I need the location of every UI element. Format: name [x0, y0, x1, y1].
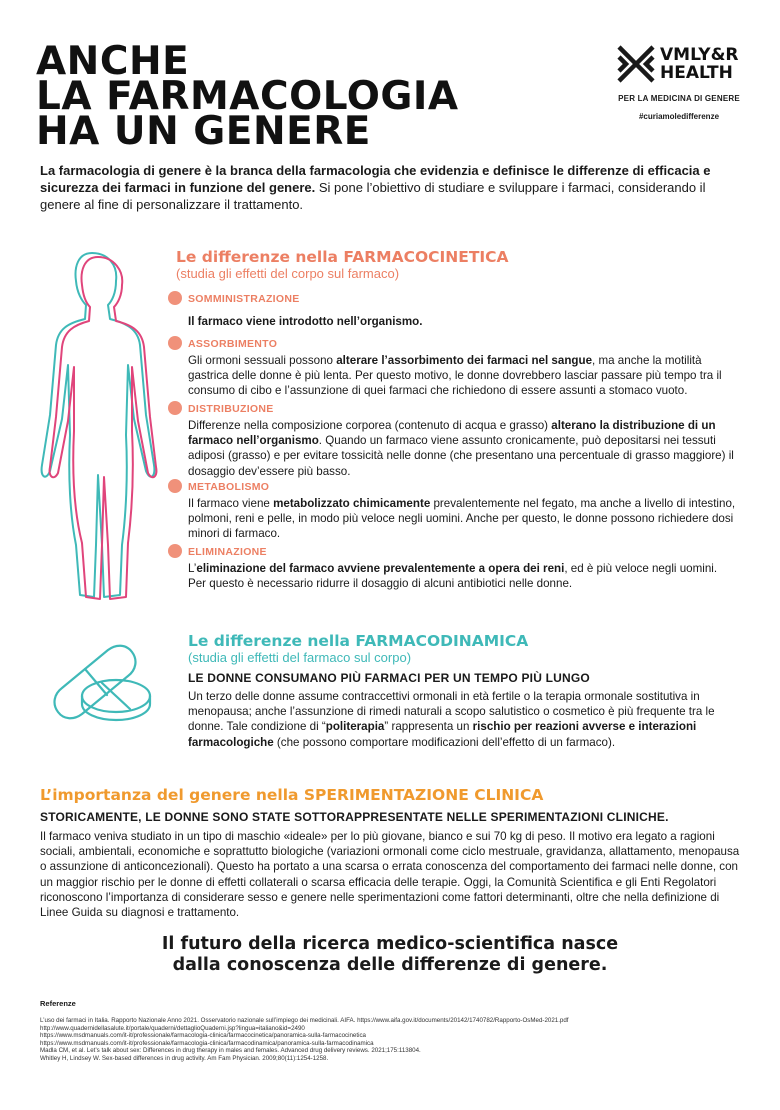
- bullet-dot-icon: [168, 544, 182, 558]
- item-heading: SOMMINISTRAZIONE: [188, 293, 300, 305]
- bullet-dot-icon: [168, 291, 182, 305]
- item-text: Differenze nella composizione corporea (contenuto di acqua e grasso) alterano la distribuzione di un farmaco nell’organismo. Quando un farmaco viene assunto cronicamente, può depositarsi nei tessuti adiposi (grasso) e per evitare tossicità nelle donne (che presentano una percentuale di grasso maggiore) il dosaggio dev’essere più basso.: [188, 419, 734, 478]
- logo-hashtag: #curiamoledifferenze: [638, 112, 720, 121]
- clinical-text: Il farmaco veniva studiato in un tipo di maschio «ideale» per lo più giovane, bianco e sui 70 kg di peso. Il motivo era legato a ragioni sociali, ambientali, economiche e soprattutto biologiche (variazioni ormonali come ciclo mestruale, gravidanza, allattamento, menopausa o assunzione di anticoncezionali). Questo ha portato a una scarsa o errata conoscenza del comportamento dei farmaci nelle donne, con un maggior rischio per le donne di effetti collaterali o scarsa efficacia delle terapie. Oggi, la Comunità Scientifica e gli Enti Regolatori riconoscono l’importanza di considerare sesso e genere nelle sperimentazioni come fattori determinanti, oltre che nella definizione di Linee Guida su diagnosi e trattamento.: [40, 830, 740, 920]
- closing-statement: Il futuro della ricerca medico-scientifica nasce dalla conoscenza delle differenze di genere.: [161, 934, 619, 975]
- item-text: Il farmaco viene metabolizzato chimicamente prevalentemente nel fegato, ma anche a livello di intestino, polmoni, reni e pelle, in modo più veloce negli uomini. Anche per questo, le donne possono richiedere dosi minori di farmaco.: [188, 497, 736, 541]
- pharmacokinetics-title: Le differenze nella FARMACOCINETICA: [176, 248, 509, 266]
- title-line: LA FARMACOLOGIA: [36, 74, 459, 119]
- clinical-heading: STORICAMENTE, LE DONNE SONO STATE SOTTORAPPRESENTATE NELLE SPERIMENTAZIONI CLINICHE.: [40, 810, 669, 824]
- references-list: [40, 1017, 740, 1063]
- pharmacodynamics-text: Un terzo delle donne assume contraccettivi ormonali in età fertile o la terapia ormonale sostitutiva in menopausa; anche l’assunzione di rimedi naturali a scopo salutistico o cosmetico è più frequente tra le donne. Tale condizione di “politerapia” rappresenta un rischio per reazioni avverse e interazioni farmacologiche (che possono comportare modificazioni dell’effetto di un farmaco).: [188, 690, 715, 749]
- item-heading: ASSORBIMENTO: [188, 338, 278, 350]
- logo-tagline: PER LA MEDICINA DI GENERE: [618, 94, 740, 103]
- item-heading: ELIMINAZIONE: [188, 546, 267, 558]
- page-title: [36, 39, 459, 154]
- bullet-dot-icon: [168, 336, 182, 350]
- reference-item: Whitley H, Lindsey W. Sex-based differences in drug activity. Am Fam Physician. 2009;80(11):1254-1258.: [40, 1054, 329, 1062]
- title-line: HA UN GENERE: [36, 109, 371, 154]
- pills-icon: [50, 632, 160, 732]
- intro-paragraph: La farmacologia di genere è la branca della farmacologia che evidenzia e definisce le differenze di efficacia e sicurezza dei farmaci in funzione del genere. Si pone l’obiettivo di studiare e sviluppare i farmaci, considerando il genere al fine di personalizzare il trattamento.: [40, 163, 711, 212]
- reference-item: http://www.quadernidellasalute.it/portale/quaderni/dettaglioQuaderni.jsp?lingua=italiano&id=2490: [40, 1024, 305, 1032]
- references-title: Referenze: [40, 999, 76, 1008]
- clinical-title: L’importanza del genere nella SPERIMENTAZIONE CLINICA: [40, 786, 544, 804]
- bullet-dot-icon: [168, 479, 182, 493]
- item-text: Gli ormoni sessuali possono alterare l’assorbimento dei farmaci nel sangue, ma anche la motilità gastrica delle donne è più lenta. Per questo motivo, le donne dovrebbero lasciar passare più tempo tra il consumo di cibo e l’assunzione di quei farmaci che richiedono di essere assunti a stomaco vuoto.: [188, 354, 722, 398]
- title-line: ANCHE: [36, 39, 190, 84]
- bullet-dot-icon: [168, 401, 182, 415]
- item-text: L’eliminazione del farmaco avviene prevalentemente a opera dei reni, ed è più veloce negli uomini. Per questo è necessario ridurre il dosaggio di alcuni antibiotici nelle donne.: [188, 562, 718, 591]
- pharmacodynamics-subtitle: (studia gli effetti del farmaco sul corpo): [188, 650, 412, 665]
- item-heading: METABOLISMO: [188, 481, 270, 493]
- pharmacodynamics-title: Le differenze nella FARMACODINAMICA: [188, 632, 529, 650]
- item-text: Il farmaco viene introdotto nell’organismo.: [188, 315, 423, 328]
- reference-item: https://www.msdmanuals.com/it-it/professionale/farmacologia-clinica/farmacocinetica/panoramica-sulla-farmacocinetica: [40, 1032, 367, 1040]
- reference-item: L’uso dei farmaci in Italia. Rapporto Nazionale Anno 2021. Osservatorio nazionale sull’impiego dei medicinali. AIFA. https://www.aifa.gov.it/documents/20142/1740782/Rapporto-OsMed-2021.pdf: [40, 1017, 569, 1024]
- reference-item: Madla CM, et al. Let’s talk about sex: Differences in drug therapy in males and females. Advanced drug delivery reviews. 2021;175:113804.: [40, 1047, 421, 1055]
- pharmacokinetics-subtitle: (studia gli effetti del corpo sul farmaco): [176, 266, 400, 281]
- reference-item: https://www.msdmanuals.com/it-it/professionale/farmacologia-clinica/farmacodinamica/panoramica-sulla-farmacodinamica: [40, 1039, 374, 1047]
- pharmacodynamics-heading: LE DONNE CONSUMANO PIÙ FARMACI PER UN TEMPO PIÙ LUNGO: [188, 671, 590, 685]
- item-heading: DISTRIBUZIONE: [188, 403, 274, 415]
- human-body-icon: [28, 245, 164, 615]
- logo-name: VMLY&R HEALTH: [660, 45, 739, 83]
- vmlyr-logo-mark-icon: [616, 44, 656, 84]
